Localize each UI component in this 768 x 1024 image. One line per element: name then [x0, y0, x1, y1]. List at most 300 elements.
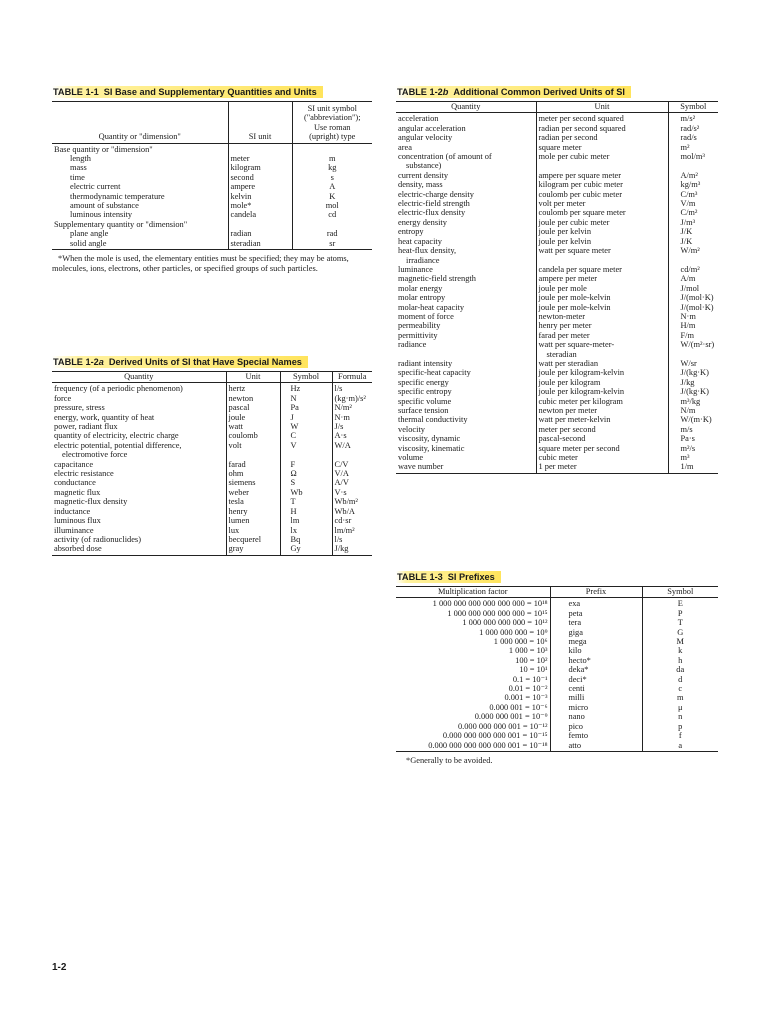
table-cell: energy density — [398, 217, 447, 227]
table-cell: candela — [228, 210, 292, 219]
table-cell: newton per meter — [536, 406, 668, 415]
table-cell: electric-charge density — [398, 189, 474, 199]
table-cell: lx — [280, 526, 332, 535]
table-cell: magnetic-flux density — [54, 497, 128, 507]
table-cell: Supplementary quantity or "dimension" — [54, 219, 188, 229]
table-cell: nano — [550, 712, 642, 721]
table-cell: amount of substance — [70, 201, 139, 211]
table-cell: cd·sr — [332, 516, 372, 525]
table-cell: m² — [668, 143, 718, 152]
table-cell: joule per cubic meter — [536, 218, 668, 227]
column-header: Symbol — [642, 587, 718, 598]
table-row — [396, 675, 718, 684]
table-cell: mol/m³ — [668, 152, 718, 161]
table-row — [396, 387, 718, 396]
table-row — [396, 359, 718, 368]
table-1-2b-number: TABLE 1-2b — [397, 87, 449, 97]
table-row — [396, 462, 718, 473]
table-cell: thermodynamic temperature — [70, 191, 165, 201]
table-cell: W/sr — [668, 359, 718, 368]
table-row — [52, 173, 372, 182]
table-cell: pressure, stress — [54, 403, 105, 413]
table-cell: n — [642, 712, 718, 721]
table-row — [52, 507, 372, 516]
table-cell: 1 000 000 = 10⁶ — [493, 637, 548, 647]
table-cell: pico — [550, 722, 642, 731]
table-cell: h — [642, 656, 718, 665]
table-cell — [292, 220, 372, 229]
table-cell: femto — [550, 731, 642, 740]
table-cell: atto — [550, 741, 642, 752]
table-row — [396, 237, 718, 246]
table-cell: acceleration — [398, 114, 439, 124]
table-cell: volt per meter — [536, 199, 668, 208]
table-cell — [226, 450, 280, 459]
table-cell: volume — [398, 453, 424, 463]
table-cell: molar energy — [398, 283, 443, 293]
table-cell: mass — [70, 163, 87, 173]
table-row — [52, 460, 372, 469]
table-cell: viscosity, kinematic — [398, 443, 465, 453]
table-cell: 10 = 10¹ — [519, 665, 548, 675]
table-row — [396, 693, 718, 702]
table-cell: cd/m² — [668, 265, 718, 274]
table-cell: power, radiant flux — [54, 422, 118, 432]
table-row — [52, 488, 372, 497]
table-cell: joule per mole — [536, 284, 668, 293]
table-row — [52, 182, 372, 191]
table-cell: steradian — [228, 239, 292, 250]
table-cell: micro — [550, 703, 642, 712]
table-row — [396, 303, 718, 312]
table-cell: magnetic flux — [54, 487, 101, 497]
table-cell: magnetic-field strength — [398, 274, 476, 284]
table-cell: P — [642, 609, 718, 618]
column-header: Unit — [536, 102, 668, 113]
table-cell: quantity of electricity, electric charge — [54, 431, 179, 441]
table-cell: 0.000 001 = 10⁻⁶ — [489, 702, 548, 712]
table-cell: Ω — [280, 469, 332, 478]
table-row — [396, 265, 718, 274]
table-cell: a — [642, 741, 718, 752]
table-cell: rad/s — [668, 133, 718, 142]
table-cell: molar-heat capacity — [398, 302, 465, 312]
table-cell: c — [642, 684, 718, 693]
table-row — [396, 124, 718, 133]
table-row — [396, 741, 718, 752]
table-row — [52, 469, 372, 478]
table-cell: E — [642, 598, 718, 609]
table-cell: pascal-second — [536, 434, 668, 443]
table-row — [52, 535, 372, 544]
table-row — [396, 434, 718, 443]
table-row — [396, 406, 718, 415]
table-cell: deci* — [550, 675, 642, 684]
table-row — [396, 199, 718, 208]
column-header: Prefix — [550, 587, 642, 598]
table-1-1 — [52, 82, 372, 273]
column-header: Symbol — [668, 102, 718, 113]
table-row — [396, 208, 718, 217]
table-cell: 0.000 000 000 000 001 = 10⁻¹⁵ — [442, 731, 548, 741]
table-1-2a-grid — [52, 371, 372, 556]
table-cell: 100 = 10² — [515, 655, 548, 665]
table-row — [396, 703, 718, 712]
table-cell: joule per mole-kelvin — [536, 303, 668, 312]
table-cell: electric-field strength — [398, 199, 470, 209]
table-cell: heat-flux density, — [398, 246, 457, 256]
table-1-2a-number: TABLE 1-2a — [53, 357, 104, 367]
table-row — [396, 256, 718, 265]
table-cell: N/m² — [332, 403, 372, 412]
table-cell: C/m² — [668, 208, 718, 217]
table-cell: 0.01 = 10⁻² — [508, 684, 548, 694]
table-cell: rad — [292, 229, 372, 238]
table-row — [52, 143, 372, 154]
table-row — [396, 731, 718, 740]
table-cell: tesla — [226, 497, 280, 506]
table-row — [396, 425, 718, 434]
table-cell: henry — [226, 507, 280, 516]
table-cell: Bq — [280, 535, 332, 544]
column-header-text: SI unit symbol ("abbreviation"); Use roman (upright) type — [303, 104, 361, 142]
table-cell: coulomb — [226, 431, 280, 440]
column-header: Symbol — [280, 372, 332, 383]
table-cell: electric potential, potential difference, — [54, 440, 182, 450]
table-cell: square meter per second — [536, 444, 668, 453]
table-cell: 1 per meter — [536, 462, 668, 473]
table-cell: M — [642, 637, 718, 646]
table-cell: surface tension — [398, 406, 449, 415]
table-cell: 1 000 000 000 = 10⁹ — [479, 627, 548, 637]
table-cell: Wb — [280, 488, 332, 497]
column-header: SI unit — [228, 102, 292, 144]
table-row — [396, 331, 718, 340]
table-cell: G — [642, 628, 718, 637]
table-1-1-grid — [52, 101, 372, 250]
table-cell: meter per second squared — [536, 113, 668, 124]
column-header: Quantity or "dimension" — [52, 102, 228, 144]
table-cell: velocity — [398, 424, 425, 434]
table-cell: d — [642, 675, 718, 684]
table-cell: W/(m·K) — [668, 415, 718, 424]
table-cell: kilogram — [228, 163, 292, 172]
table-cell: H — [280, 507, 332, 516]
table-1-2b-title: Additional Common Derived Units of SI — [453, 87, 625, 97]
table-row — [396, 665, 718, 674]
table-cell: joule per kelvin — [536, 227, 668, 236]
table-cell: 1/m — [668, 462, 718, 473]
table-cell: A·s — [332, 431, 372, 440]
table-cell: lux — [226, 526, 280, 535]
table-1-2a — [52, 352, 372, 556]
table-cell: hertz — [226, 383, 280, 394]
table-cell: plane angle — [70, 229, 109, 239]
table-cell: frequency (of a periodic phenomenon) — [54, 384, 183, 394]
table-row — [52, 229, 372, 238]
table-cell: V/m — [668, 199, 718, 208]
table-cell: luminous intensity — [70, 210, 133, 220]
table-cell: joule per kilogram — [536, 378, 668, 387]
table-cell: moment of force — [398, 311, 454, 321]
table-cell: W/(m²·sr) — [668, 340, 718, 349]
table-cell: current density — [398, 170, 449, 180]
table-cell: siemens — [226, 478, 280, 487]
table-row — [396, 227, 718, 236]
table-cell — [280, 450, 332, 459]
table-cell: square meter — [536, 143, 668, 152]
table-cell: angular velocity — [398, 133, 453, 143]
table-row — [396, 444, 718, 453]
table-cell: length — [70, 154, 91, 164]
table-row — [52, 383, 372, 394]
table-cell: coulomb per square meter — [536, 208, 668, 217]
table-cell: pascal — [226, 403, 280, 412]
table-cell: thermal conductivity — [398, 415, 468, 425]
table-cell: sr — [292, 239, 372, 250]
table-cell: A/m — [668, 274, 718, 283]
table-row — [52, 210, 372, 219]
table-cell: mega — [550, 637, 642, 646]
table-cell: farad — [226, 460, 280, 469]
table-1-2b-grid — [396, 101, 718, 474]
table-row — [396, 637, 718, 646]
table-cell: rad/s² — [668, 124, 718, 133]
table-cell: V/A — [332, 469, 372, 478]
table-cell: 0.000 000 000 000 000 001 = 10⁻¹⁸ — [396, 741, 550, 752]
table-row — [52, 403, 372, 412]
table-cell: 1 000 = 10³ — [508, 646, 548, 656]
table-cell: candela per square meter — [536, 265, 668, 274]
table-cell: Hz — [280, 383, 332, 394]
table-cell: joule per kilogram-kelvin — [536, 387, 668, 396]
table-cell: l/s — [332, 383, 372, 394]
table-cell: ampere per square meter — [536, 171, 668, 180]
table-cell: mol — [292, 201, 372, 210]
table-cell: watt — [226, 422, 280, 431]
table-cell: cd — [292, 210, 372, 219]
table-cell: electric-flux density — [398, 208, 466, 218]
table-cell: V·s — [332, 488, 372, 497]
table-1-3-caption — [396, 571, 501, 583]
column-header: Multiplication factor — [396, 587, 550, 598]
table-cell: permeability — [398, 321, 441, 331]
table-cell: capacitance — [54, 459, 94, 469]
table-1-1-footnote: *When the mole is used, the elementary entities must be specified; they may be atoms, molecules, ions, electrons, other particles, or specified groups of such particles. — [52, 254, 349, 273]
table-row — [396, 656, 718, 665]
table-row — [52, 394, 372, 403]
table-cell: joule per kilogram-kelvin — [536, 368, 668, 377]
table-cell: absorbed dose — [52, 544, 226, 555]
table-cell: conductance — [54, 478, 96, 488]
table-cell: l/s — [332, 535, 372, 544]
table-cell: watt per square meter — [536, 246, 668, 255]
table-cell: J/kg — [332, 544, 372, 555]
table-cell: coulomb per cubic meter — [536, 190, 668, 199]
table-cell: weber — [226, 488, 280, 497]
table-1-3-number: TABLE 1-3 — [397, 572, 443, 582]
table-row — [396, 609, 718, 618]
table-cell: centi — [550, 684, 642, 693]
table-cell — [228, 220, 292, 229]
column-header: Quantity — [396, 102, 536, 113]
table-1-3-footnote: *Generally to be avoided. — [406, 755, 493, 765]
table-row — [396, 218, 718, 227]
table-cell: radian per second — [536, 133, 668, 142]
table-cell — [396, 350, 536, 359]
table-cell: second — [228, 173, 292, 182]
table-cell: hecto* — [550, 656, 642, 665]
table-cell: farad per meter — [536, 331, 668, 340]
table-cell: force — [54, 393, 72, 403]
table-cell: 0.000 000 000 001 = 10⁻¹² — [457, 721, 548, 731]
table-cell: Gy — [280, 544, 332, 555]
table-row — [52, 239, 372, 250]
table-cell: J/K — [668, 237, 718, 246]
table-cell: 0.1 = 10⁻¹ — [512, 674, 548, 684]
table-cell: henry per meter — [536, 321, 668, 330]
table-cell: m/s² — [668, 113, 718, 124]
table-cell: wave number — [396, 462, 536, 473]
table-cell — [292, 143, 372, 154]
table-cell: da — [642, 665, 718, 674]
table-cell: watt per square-meter- — [536, 340, 668, 349]
table-cell: kg/m³ — [668, 180, 718, 189]
table-row — [52, 422, 372, 431]
table-cell: J/K — [668, 227, 718, 236]
table-row — [52, 441, 372, 450]
table-cell: N — [280, 394, 332, 403]
table-cell: meter — [228, 154, 292, 163]
table-row — [396, 113, 718, 124]
table-cell: J/s — [332, 422, 372, 431]
table-cell: N/m — [668, 406, 718, 415]
table-row — [396, 368, 718, 377]
table-cell: A — [292, 182, 372, 191]
column-header: Unit — [226, 372, 280, 383]
table-cell: A/V — [332, 478, 372, 487]
table-cell: area — [398, 142, 412, 152]
table-cell: kelvin — [228, 192, 292, 201]
table-cell: lumen — [226, 516, 280, 525]
table-cell: 1 000 000 000 000 000 = 10¹⁵ — [447, 608, 548, 618]
table-row — [396, 712, 718, 721]
table-row — [396, 618, 718, 627]
table-cell: concentration (of amount of — [398, 152, 492, 162]
table-1-2b-caption — [396, 86, 631, 98]
table-row — [52, 516, 372, 525]
table-cell: m³/kg — [668, 397, 718, 406]
table-cell: H/m — [668, 321, 718, 330]
table-cell: W/m² — [668, 246, 718, 255]
table-row — [396, 340, 718, 349]
table-cell: N·m — [668, 312, 718, 321]
table-cell: radian per second squared — [536, 124, 668, 133]
table-cell: ampere per meter — [536, 274, 668, 283]
table-row — [396, 646, 718, 655]
table-row — [396, 246, 718, 255]
table-cell: time — [70, 172, 85, 182]
table-cell: illuminance — [54, 525, 94, 535]
table-cell: f — [642, 731, 718, 740]
table-cell: lm/m² — [332, 526, 372, 535]
table-cell: V — [280, 441, 332, 450]
table-cell: newton — [226, 394, 280, 403]
table-cell: joule per mole-kelvin — [536, 293, 668, 302]
table-cell: C — [280, 431, 332, 440]
table-cell: C/m³ — [668, 190, 718, 199]
table-1-2b — [396, 82, 718, 474]
table-row — [52, 544, 372, 555]
table-cell: inductance — [54, 506, 91, 516]
table-row — [396, 397, 718, 406]
table-cell: J/(kg·K) — [668, 368, 718, 377]
table-cell: meter per second — [536, 425, 668, 434]
table-cell: 0.001 = 10⁻³ — [504, 693, 548, 703]
table-cell: Wb/m² — [332, 497, 372, 506]
table-cell: newton-meter — [536, 312, 668, 321]
table-row — [396, 133, 718, 142]
table-row — [52, 413, 372, 422]
table-row — [52, 478, 372, 487]
table-cell: milli — [550, 693, 642, 702]
table-cell: J/(mol·K) — [668, 293, 718, 302]
table-cell: (kg·m)/s² — [332, 394, 372, 403]
table-cell: Pa·s — [668, 434, 718, 443]
table-cell: 0.000 000 001 = 10⁻⁹ — [474, 712, 548, 722]
table-row — [396, 321, 718, 330]
table-cell: luminous flux — [54, 516, 101, 526]
table-cell: radiance — [398, 340, 427, 350]
table-cell: J/(kg·K) — [668, 387, 718, 396]
table-cell: kilogram per cubic meter — [536, 180, 668, 189]
table-cell: radiant intensity — [398, 358, 453, 368]
table-cell: heat capacity — [398, 236, 442, 246]
table-row — [396, 171, 718, 180]
table-row — [396, 684, 718, 693]
table-cell: radian — [228, 229, 292, 238]
table-cell: p — [642, 722, 718, 731]
table-cell: molar entropy — [398, 293, 446, 303]
table-cell: J/kg — [668, 378, 718, 387]
table-row — [396, 312, 718, 321]
table-1-1-caption — [52, 86, 323, 98]
table-cell: viscosity, dynamic — [398, 434, 461, 444]
table-row — [52, 201, 372, 210]
table-cell: ampere — [228, 182, 292, 191]
table-cell: F/m — [668, 331, 718, 340]
table-1-3-grid — [396, 586, 718, 752]
table-cell: steradian — [536, 350, 668, 359]
table-cell: k — [642, 646, 718, 655]
table-1-2a-title: Derived Units of SI that Have Special Names — [108, 357, 302, 367]
table-row — [396, 152, 718, 161]
table-cell: angular acceleration — [398, 123, 466, 133]
table-cell: entropy — [398, 227, 424, 237]
table-row — [52, 154, 372, 163]
table-cell: giga — [550, 628, 642, 637]
page-number: 1-2 — [52, 962, 67, 973]
table-cell: T — [642, 618, 718, 627]
table-cell — [228, 143, 292, 154]
table-cell — [668, 161, 718, 170]
table-row — [396, 378, 718, 387]
table-cell: peta — [550, 609, 642, 618]
table-cell: solid angle — [52, 239, 228, 250]
table-cell: density, mass — [398, 180, 443, 190]
table-cell: volt — [226, 441, 280, 450]
table-cell — [536, 256, 668, 265]
